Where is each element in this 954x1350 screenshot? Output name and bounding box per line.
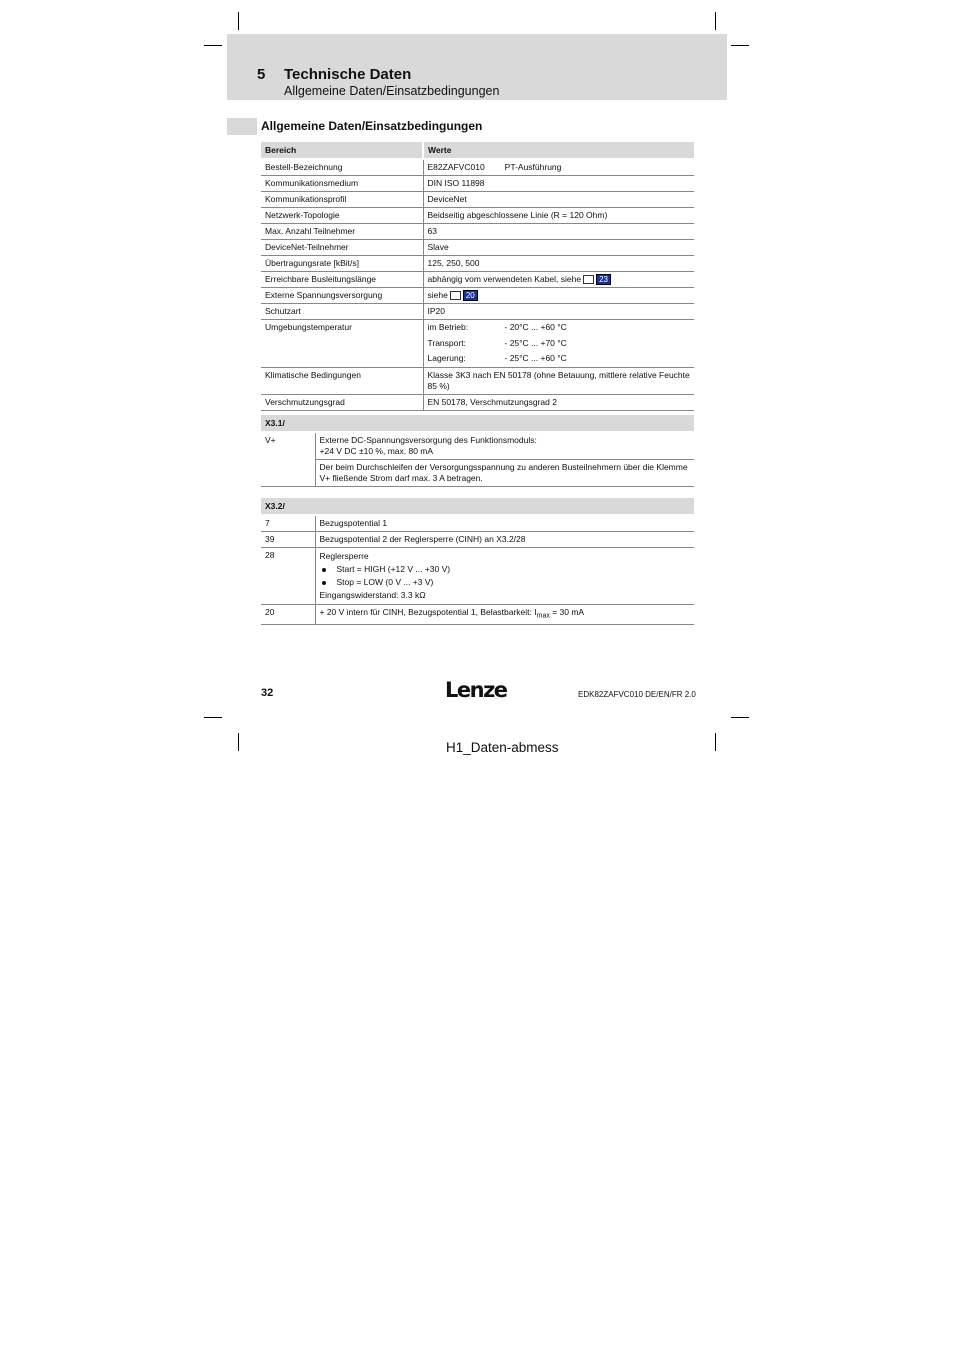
terminal-description: Reglersperre Start = HIGH (+12 V ... +30 V) Stop = LOW (0 V ... +3 V) Eingangswiderstand: 3.3 kΩ: [315, 548, 694, 605]
row-value: Beidseitig abgeschlossene Linie (R = 120 Ohm): [423, 208, 694, 224]
document-label: H1_Daten-abmess: [446, 740, 559, 755]
bullet-icon: [322, 568, 326, 572]
column-header: Werte: [423, 142, 694, 159]
table-row: [261, 288, 694, 304]
general-data-table: [261, 142, 694, 411]
table-row: [261, 256, 694, 272]
crop-mark: [731, 45, 749, 46]
table-row: [261, 548, 694, 605]
table-header-row: [261, 498, 694, 515]
page-number: 32: [261, 687, 274, 699]
crop-mark: [238, 733, 239, 751]
crop-mark: [715, 12, 716, 30]
table-row: [261, 367, 694, 394]
terminal-pin: 39: [261, 532, 315, 548]
row-label: Netzwerk-Topologie: [261, 208, 423, 224]
row-value: abhängig vom verwendeten Kabel, siehe 23: [423, 272, 694, 288]
table-row: [261, 208, 694, 224]
terminal-description: Bezugspotential 2 der Reglersperre (CINH) an X3.2/28: [315, 532, 694, 548]
row-value: E82ZAFVC010 PT-Ausführung: [423, 159, 694, 176]
temperature-row: im Betrieb: - 20°C ... +60 °C: [427, 322, 567, 333]
book-icon: [583, 275, 594, 284]
terminal-note: Der beim Durchschleifen der Versorgungsspannung zu anderen Busteilnehmern über die Klemme V+ fließende Strom darf max. 3 A betragen.: [315, 460, 694, 487]
row-value: EN 50178, Verschmutzungsgrad 2: [423, 394, 694, 410]
row-value: Slave: [423, 240, 694, 256]
terminal-pin: V+: [261, 432, 315, 487]
column-header: Bereich: [261, 142, 423, 159]
x31-terminal-table: [261, 415, 694, 487]
row-value: [423, 320, 694, 368]
row-label: Externe Spannungsversorgung: [261, 288, 423, 304]
temperature-row: Transport: - 25°C ... +70 °C: [427, 337, 567, 348]
row-value: IP20: [423, 304, 694, 320]
temperature-row: Lagerung: - 25°C ... +60 °C: [427, 353, 567, 364]
row-value: Klasse 3K3 nach EN 50178 (ohne Betauung, mittlere relative Feuchte 85 %): [423, 367, 694, 394]
terminal-pin: 7: [261, 515, 315, 532]
table-row: [261, 432, 694, 460]
x32-terminal-table: [261, 498, 694, 625]
chapter-number: 5: [257, 66, 266, 83]
list-item: Stop = LOW (0 V ... +3 V): [320, 576, 691, 589]
row-value: DeviceNet: [423, 192, 694, 208]
page-reference-link[interactable]: 23: [596, 274, 611, 285]
row-label: Kommunikationsmedium: [261, 176, 423, 192]
crop-mark: [731, 717, 749, 718]
terminal-description: + 20 V intern für CINH, Bezugspotential 1, Belastbarkeit: $I_{max} = 30$ mA: [315, 605, 694, 625]
row-label: Übertragungsrate [kBit/s]: [261, 256, 423, 272]
row-value: DIN ISO 11898: [423, 176, 694, 192]
table-row: [261, 394, 694, 410]
row-label: Max. Anzahl Teilnehmer: [261, 224, 423, 240]
row-label: Klimatische Bedingungen: [261, 367, 423, 394]
document-reference: EDK82ZAFVC010 DE/EN/FR 2.0: [578, 690, 696, 699]
section-marker: [227, 118, 257, 135]
row-label: Kommunikationsprofil: [261, 192, 423, 208]
terminal-pin: 20: [261, 605, 315, 625]
section-title: Allgemeine Daten/Einsatzbedingungen: [261, 119, 483, 133]
crop-mark: [238, 12, 239, 30]
row-label: DeviceNet-Teilnehmer: [261, 240, 423, 256]
table-header-row: [261, 415, 694, 432]
table-row: [261, 272, 694, 288]
terminal-description: Bezugspotential 1: [315, 515, 694, 532]
row-label: Erreichbare Busleitungslänge: [261, 272, 423, 288]
table-row: [261, 304, 694, 320]
crop-mark: [204, 717, 222, 718]
row-value: siehe 20: [423, 288, 694, 304]
table-row: [261, 460, 694, 487]
bullet-icon: [322, 581, 326, 585]
table-header-row: [261, 142, 694, 159]
table-row: [261, 320, 694, 368]
table-row: [261, 515, 694, 532]
terminal-description: Externe DC-Spannungsversorgung des Funktionsmoduls: +24 V DC ±10 %, max. 80 mA: [315, 432, 694, 460]
table-row: [261, 176, 694, 192]
table-row: [261, 240, 694, 256]
chapter-title: Technische Daten: [284, 66, 412, 83]
chapter-subtitle: Allgemeine Daten/Einsatzbedingungen: [284, 84, 500, 98]
crop-mark: [715, 733, 716, 751]
table-row: [261, 224, 694, 240]
crop-mark: [204, 45, 222, 46]
page-reference-link[interactable]: 20: [463, 290, 478, 301]
row-value: 63: [423, 224, 694, 240]
terminal-header: X3.2/: [261, 498, 694, 515]
row-label: Umgebungstemperatur: [261, 320, 423, 368]
list-item: Start = HIGH (+12 V ... +30 V): [320, 563, 691, 576]
row-label: Bestell-Bezeichnung: [261, 159, 423, 176]
table-row: [261, 159, 694, 176]
row-label: Verschmutzungsgrad: [261, 394, 423, 410]
book-icon: [450, 291, 461, 300]
table-row: [261, 532, 694, 548]
terminal-header: X3.1/: [261, 415, 694, 432]
row-label: Schutzart: [261, 304, 423, 320]
row-value: 125, 250, 500: [423, 256, 694, 272]
table-row: [261, 192, 694, 208]
lenze-logo: Lenze: [445, 678, 507, 702]
table-row: [261, 605, 694, 625]
terminal-pin: 28: [261, 548, 315, 605]
